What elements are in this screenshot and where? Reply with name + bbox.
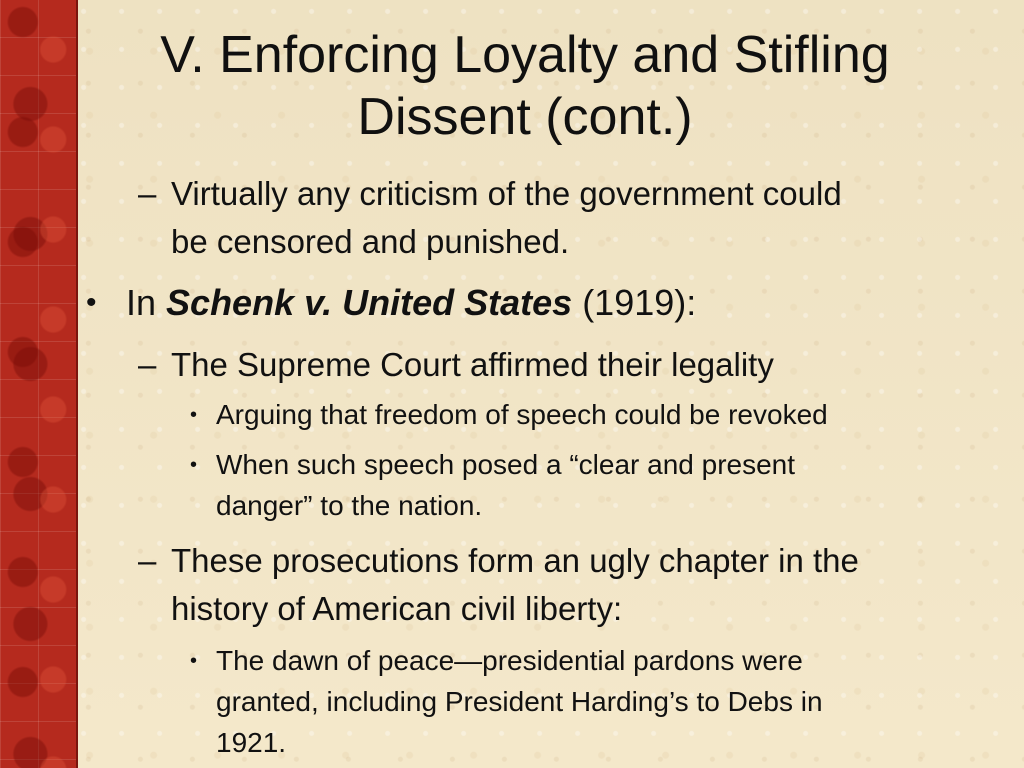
dash-item-3-line-2: history of American civil liberty:	[171, 590, 623, 627]
dash-marker: –	[138, 542, 157, 579]
bullet-item-1	[126, 281, 696, 325]
subbullet-item-2-line-2: danger” to the nation.	[216, 490, 483, 521]
dash-item-1-line-1: Virtually any criticism of the government could	[171, 175, 842, 212]
dash-marker: –	[138, 346, 157, 383]
subbullet-item-3-line-3: 1921.	[216, 727, 287, 758]
bullet-marker: •	[86, 286, 97, 319]
bullet-item-1-prefix: In	[126, 282, 167, 323]
dash-item-3-line-1: These prosecutions form an ugly chapter in the	[171, 542, 859, 579]
subbullet-marker: •	[190, 454, 198, 476]
subbullet-item-3-line-2: granted, including President Harding’s to Debs in	[216, 686, 823, 717]
title-line-2: Dissent (cont.)	[357, 88, 693, 147]
dash-item-1-line-2: be censored and punished.	[171, 223, 570, 260]
bullet-item-1-suffix: (1919):	[572, 282, 697, 323]
bullet-item-1-case-name: Schenk v. United States	[166, 282, 573, 323]
subbullet-marker: •	[190, 650, 198, 672]
dash-item-2: The Supreme Court affirmed their legality	[171, 346, 774, 383]
subbullet-item-3-line-1: The dawn of peace—presidential pardons were	[216, 645, 803, 676]
subbullet-marker: •	[190, 404, 198, 426]
subbullet-item-2-line-1: When such speech posed a “clear and present	[216, 449, 796, 480]
title-line-1: V. Enforcing Loyalty and Stifling	[160, 26, 890, 84]
dash-marker: –	[138, 175, 157, 212]
subbullet-item-1: Arguing that freedom of speech could be revoked	[216, 399, 828, 430]
